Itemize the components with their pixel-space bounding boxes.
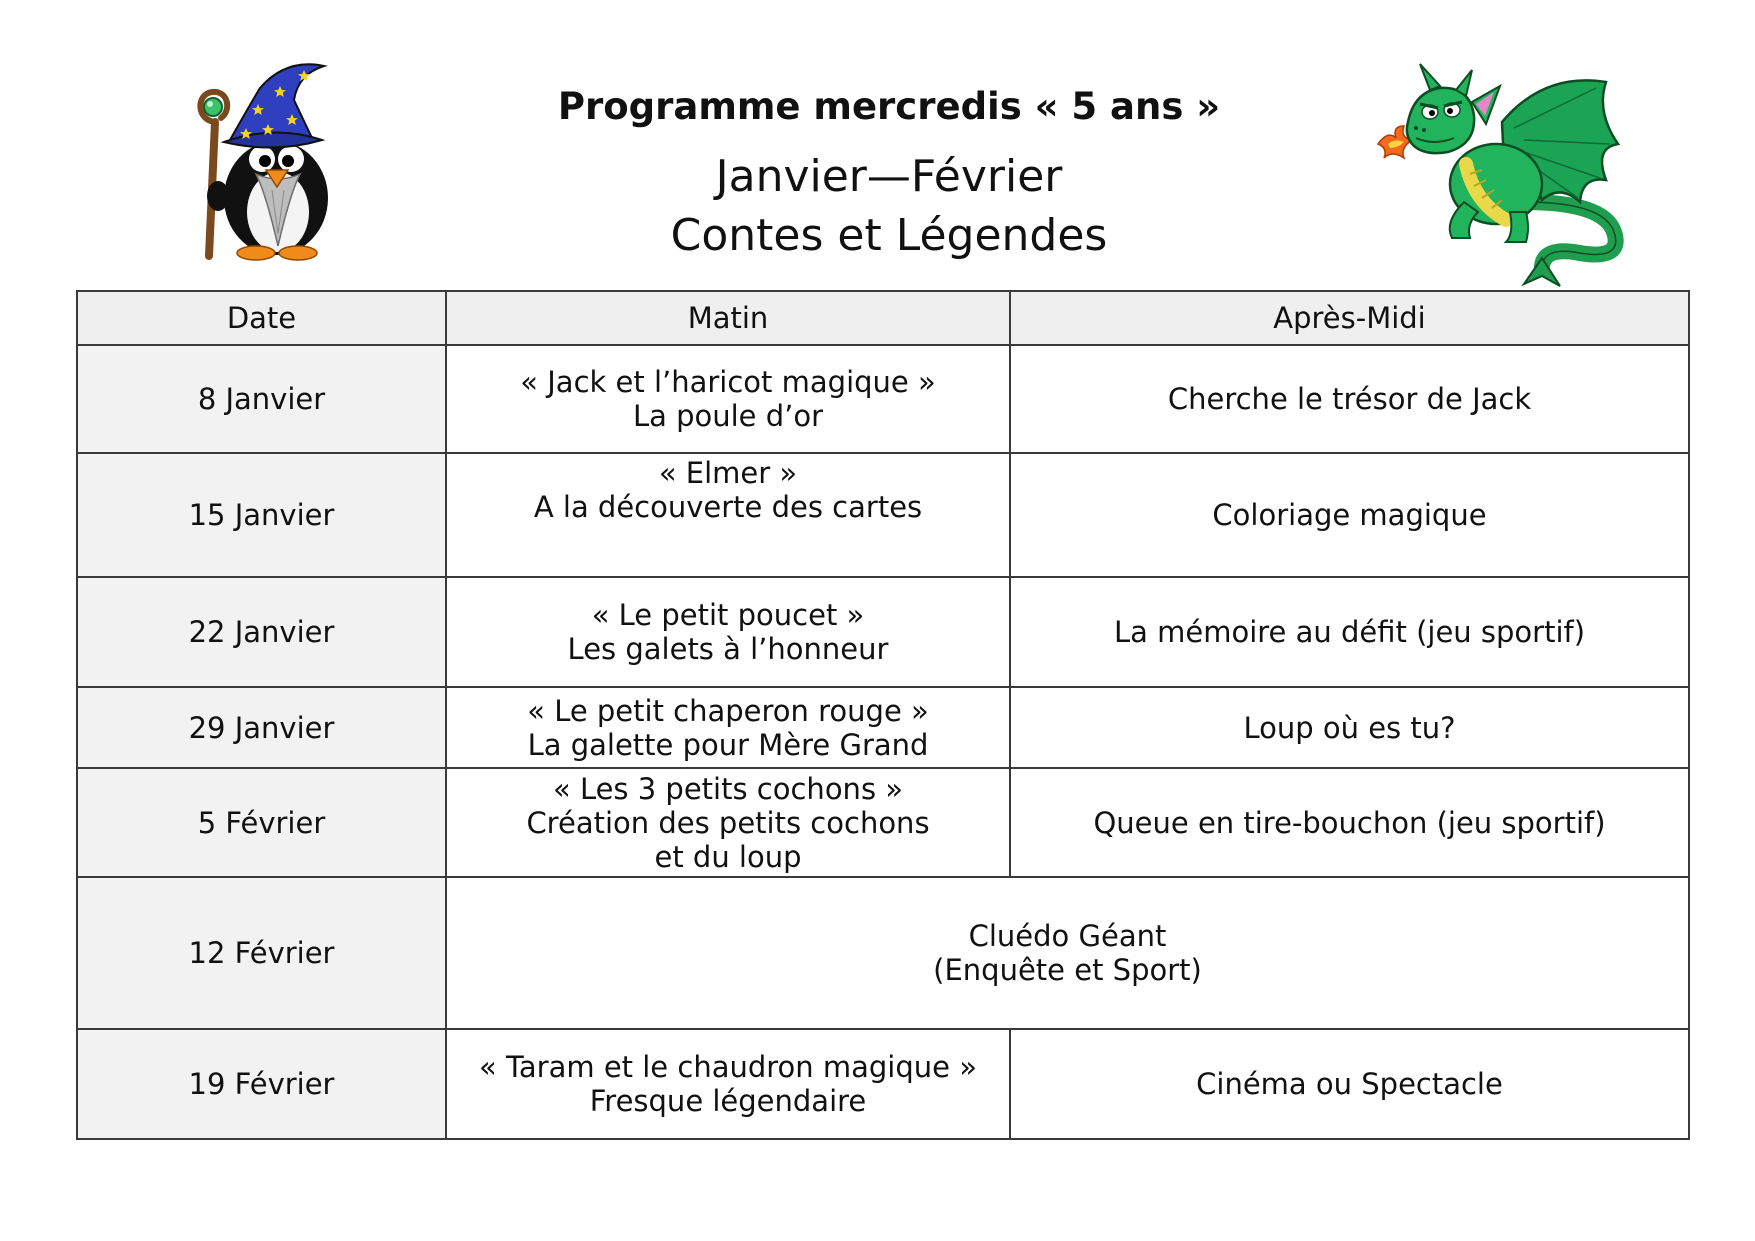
matin-activity: La galette pour Mère Grand xyxy=(527,727,929,762)
column-header-apres-midi: Après-Midi xyxy=(1010,291,1689,345)
schedule-row xyxy=(77,687,1689,768)
column-header-date: Date xyxy=(77,291,446,345)
apres-midi-cell: Cinéma ou Spectacle xyxy=(1010,1029,1689,1139)
dragon-icon xyxy=(1374,52,1668,290)
matin-story: « Le petit chaperon rouge » xyxy=(527,693,929,728)
matin-story: « Elmer » xyxy=(658,456,798,490)
date-cell: 22 Janvier xyxy=(77,577,446,687)
matin-cell xyxy=(446,1029,1010,1139)
apres-midi-cell: Cherche le trésor de Jack xyxy=(1010,345,1689,453)
full-day-cell xyxy=(446,877,1689,1029)
date-cell: 19 Février xyxy=(77,1029,446,1139)
matin-cell xyxy=(446,687,1010,768)
schedule-row xyxy=(77,453,1689,577)
matin-cell xyxy=(446,453,1010,577)
period-subtitle: Janvier—Février xyxy=(715,151,1063,202)
date-cell: 12 Février xyxy=(77,877,446,1029)
schedule-row xyxy=(77,768,1689,877)
matin-activity: Fresque légendaire xyxy=(589,1084,867,1118)
matin-activity: A la découverte des cartes xyxy=(533,490,923,524)
matin-activity: Les galets à l’honneur xyxy=(567,632,889,666)
apres-midi-cell: Queue en tire-bouchon (jeu sportif) xyxy=(1010,768,1689,877)
matin-cell xyxy=(446,577,1010,687)
apres-midi-cell: Coloriage magique xyxy=(1010,453,1689,577)
apres-midi-cell: La mémoire au défit (jeu sportif) xyxy=(1010,577,1689,687)
matin-activity: La poule d’or xyxy=(632,399,824,433)
matin-story: « Jack et l’haricot magique » xyxy=(520,365,936,399)
schedule-row xyxy=(77,877,1689,1029)
date-cell: 8 Janvier xyxy=(77,345,446,453)
matin-cell xyxy=(446,768,1010,877)
full-day-activity-detail: (Enquête et Sport) xyxy=(933,953,1202,987)
matin-story: « Les 3 petits cochons » xyxy=(552,771,904,806)
penguin-wizard-icon xyxy=(188,58,352,262)
matin-story: « Taram et le chaudron magique » xyxy=(479,1050,977,1084)
header-row xyxy=(77,291,1689,345)
schedule-row xyxy=(77,1029,1689,1139)
matin-activity: Création des petits cochons xyxy=(526,805,930,840)
schedule-table xyxy=(76,290,1690,1140)
schedule-row xyxy=(77,345,1689,453)
matin-story: « Le petit poucet » xyxy=(591,598,865,632)
date-cell: 29 Janvier xyxy=(77,687,446,768)
matin-cell xyxy=(446,345,1010,453)
full-day-activity: Cluédo Géant xyxy=(968,919,1167,953)
page-title: Programme mercredis « 5 ans » xyxy=(557,85,1221,128)
matin-activity-continued: et du loup xyxy=(654,839,802,874)
apres-midi-cell: Loup où es tu? xyxy=(1010,687,1689,768)
schedule-row xyxy=(77,577,1689,687)
column-header-matin: Matin xyxy=(446,291,1010,345)
date-cell: 15 Janvier xyxy=(77,453,446,577)
date-cell: 5 Février xyxy=(77,768,446,877)
theme-subtitle: Contes et Légendes xyxy=(670,210,1108,261)
